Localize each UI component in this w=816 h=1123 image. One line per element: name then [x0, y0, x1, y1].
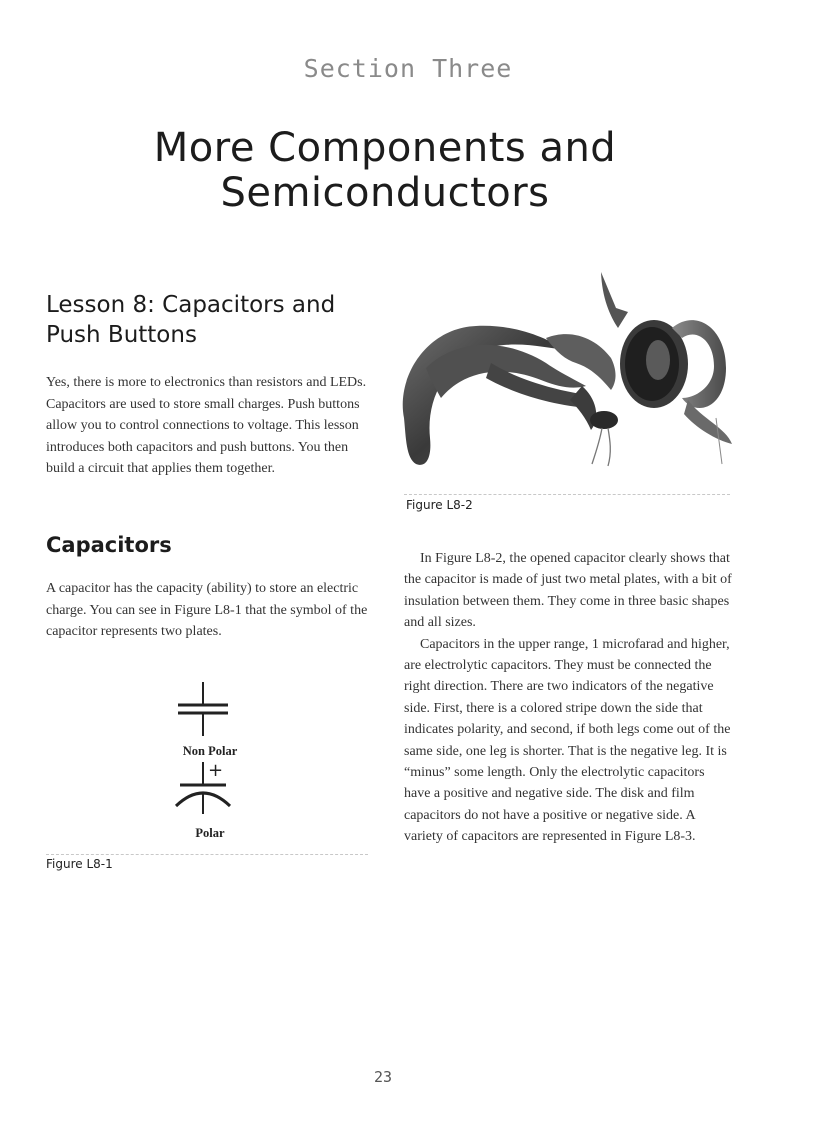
plus-sign: +	[208, 760, 224, 781]
polar-label: Polar	[195, 826, 225, 840]
section-label: Section Three	[303, 54, 513, 83]
right-column-text	[404, 548, 734, 848]
chapter-title-line-1: More Components and	[153, 125, 617, 171]
chapter-title-line-2: Semiconductors	[220, 170, 550, 216]
figure-l8-1-rule	[46, 854, 368, 855]
capacitors-paragraph: A capacitor has the capacity (ability) to store an electric charge. You can see in Figure L8-1 that the symbol of the capacitor represents two plates.	[46, 581, 368, 639]
capacitors-heading: Capacitors	[46, 533, 172, 557]
figure-l8-1-caption: Figure L8-1	[46, 857, 113, 871]
page-number: 23	[373, 1068, 393, 1086]
chapter-title	[0, 126, 770, 216]
lesson-intro-paragraph: Yes, there is more to electronics than resistors and LEDs. Capacitors are used to store small charges. Push buttons allow you to control connections to voltage. This lesson introduces both capacitors and push buttons. You then build a circuit that applies them together.	[46, 375, 367, 476]
lesson-title	[46, 290, 386, 350]
lesson-title-line-1: Lesson 8: Capacitors and	[46, 292, 336, 318]
capacitor-symbols-figure	[150, 678, 270, 848]
non-polar-capacitor-symbol	[178, 682, 228, 736]
lesson-title-line-2: Push Buttons	[46, 322, 197, 348]
right-column-paragraph-2: Capacitors in the upper range, 1 microfarad and higher, are electrolytic capacitors. They must be connected the right direction. There are two indicators of the negative side. First, there is a colored stripe down the side that indicates polarity, and second, if both legs come out of the same side, one leg is shorter. That is the negative leg. It is “minus” some length. Only the electrolytic capacitors have a positive and negative side. The disk and film capacitors do not have a positive or negative side. A variety of capacitors are represented in Figure L8-3.	[404, 636, 731, 845]
figure-l8-2-caption: Figure L8-2	[406, 498, 473, 512]
non-polar-label: Non Polar	[182, 744, 238, 758]
opened-capacitor-photo	[396, 268, 732, 490]
right-column-paragraph-1: In Figure L8-2, the opened capacitor clearly shows that the capacitor is made of just two metal plates, with a bit of insulation between them. They come in three basic shapes and all sizes.	[404, 551, 732, 631]
figure-l8-2-rule	[404, 494, 730, 495]
